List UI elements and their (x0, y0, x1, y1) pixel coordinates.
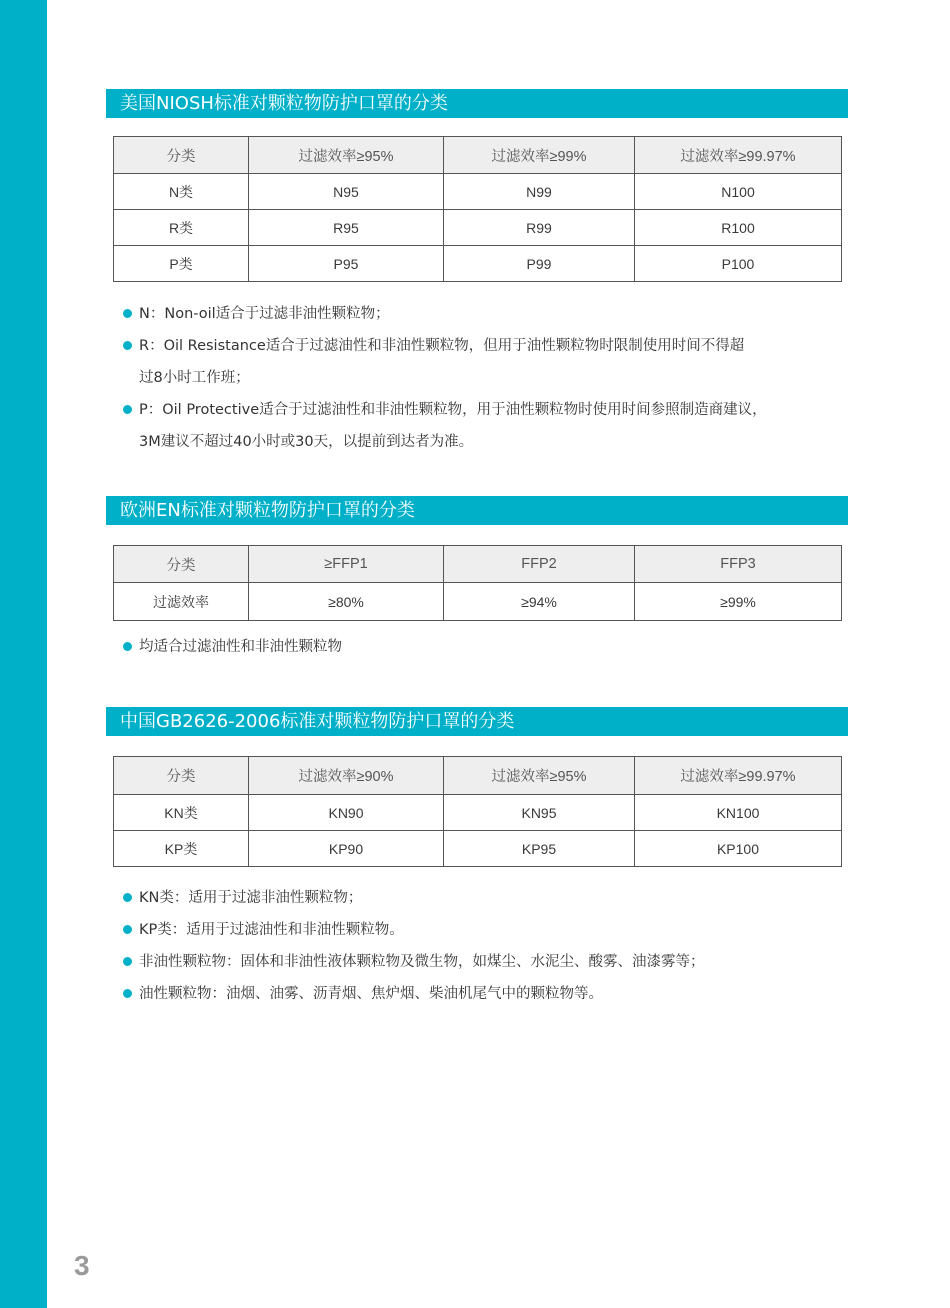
note-text: R：Oil Resistance适合于过滤油性和非油性颗粒物，但用于油性颗粒物时限制使用时间不得超 (139, 338, 745, 354)
table-cell: N95 (249, 174, 444, 210)
note-item (123, 914, 863, 946)
note-text: KN类：适用于过滤非油性颗粒物； (139, 890, 363, 906)
table-header-cell: 过滤效率≥95% (444, 757, 635, 795)
table-row (114, 174, 842, 210)
table-cell: R95 (249, 210, 444, 246)
table-cell: N100 (635, 174, 842, 210)
table-cell: P类 (114, 246, 249, 282)
table-row (114, 831, 842, 867)
table-cell: ≥80% (249, 583, 444, 621)
table-header-cell: 过滤效率≥99.97% (635, 137, 842, 174)
table-header-cell: 分类 (114, 757, 249, 795)
table-header-cell: 过滤效率≥90% (249, 757, 444, 795)
table-header-cell: ≥FFP1 (249, 546, 444, 583)
niosh-notes (123, 298, 863, 458)
table-cell: R类 (114, 210, 249, 246)
note-text: 油性颗粒物：油烟、油雾、沥青烟、焦炉烟、柴油机尾气中的颗粒物等。 (139, 986, 603, 1002)
table-cell: KN90 (249, 795, 444, 831)
table-row (114, 210, 842, 246)
table-header-cell: 分类 (114, 137, 249, 174)
table-cell: P99 (444, 246, 635, 282)
table-cell: N99 (444, 174, 635, 210)
table-header-cell: FFP2 (444, 546, 635, 583)
table-header-cell: 过滤效率≥95% (249, 137, 444, 174)
table-cell: KN类 (114, 795, 249, 831)
table-cell: N类 (114, 174, 249, 210)
section-title: 欧洲EN标准对颗粒物防护口罩的分类 (106, 496, 848, 525)
note-item (123, 882, 863, 914)
note-text: N：Non-oil适合于过滤非油性颗粒物； (139, 306, 390, 322)
table-cell: KN100 (635, 795, 842, 831)
note-item (123, 631, 863, 663)
bullet-dot-icon (123, 957, 132, 966)
bullet-dot-icon (123, 989, 132, 998)
note-text-continued: 3M建议不超过40小时或30天，以提前到达者为准。 (139, 434, 474, 450)
en-table (113, 545, 842, 621)
bullet-dot-icon (123, 309, 132, 318)
table-row (114, 246, 842, 282)
bullet-dot-icon (123, 341, 132, 350)
section-title: 美国NIOSH标准对颗粒物防护口罩的分类 (106, 89, 848, 118)
table-cell: KP95 (444, 831, 635, 867)
note-item (123, 298, 863, 330)
table-cell: R99 (444, 210, 635, 246)
table-cell: KN95 (444, 795, 635, 831)
note-item (123, 978, 863, 1010)
table-cell: 过滤效率 (114, 583, 249, 621)
section-title: 中国GB2626-2006标准对颗粒物防护口罩的分类 (106, 707, 848, 736)
table-cell: R100 (635, 210, 842, 246)
en-notes (123, 631, 863, 663)
table-header-row (114, 137, 842, 174)
table-row (114, 795, 842, 831)
table-cell: ≥94% (444, 583, 635, 621)
note-item (123, 946, 863, 978)
table-cell: KP90 (249, 831, 444, 867)
bullet-dot-icon (123, 893, 132, 902)
table-cell: KP100 (635, 831, 842, 867)
note-text-continued: 过8小时工作班； (139, 370, 250, 386)
bullet-dot-icon (123, 925, 132, 934)
bullet-dot-icon (123, 642, 132, 651)
table-cell: KP类 (114, 831, 249, 867)
note-text: 非油性颗粒物：固体和非油性液体颗粒物及微生物，如煤尘、水泥尘、酸雾、油漆雾等； (139, 954, 705, 970)
note-text: 均适合过滤油性和非油性颗粒物 (139, 639, 342, 655)
table-header-row (114, 546, 842, 583)
note-text: P：Oil Protective适合于过滤油性和非油性颗粒物，用于油性颗粒物时使用时间参照制造商建议， (139, 402, 767, 418)
gb2626-notes (123, 882, 863, 1010)
table-row (114, 583, 842, 621)
niosh-table (113, 136, 842, 282)
note-item (123, 394, 863, 458)
gb2626-table (113, 756, 842, 867)
table-cell: ≥99% (635, 583, 842, 621)
side-accent-bar (0, 0, 47, 1308)
table-header-row (114, 757, 842, 795)
bullet-dot-icon (123, 405, 132, 414)
table-cell: P95 (249, 246, 444, 282)
table-header-cell: 分类 (114, 546, 249, 583)
table-cell: P100 (635, 246, 842, 282)
table-header-cell: 过滤效率≥99.97% (635, 757, 842, 795)
table-header-cell: 过滤效率≥99% (444, 137, 635, 174)
page-number: 3 (74, 1250, 90, 1281)
note-item (123, 330, 863, 394)
table-header-cell: FFP3 (635, 546, 842, 583)
note-text: KP类：适用于过滤油性和非油性颗粒物。 (139, 922, 404, 938)
